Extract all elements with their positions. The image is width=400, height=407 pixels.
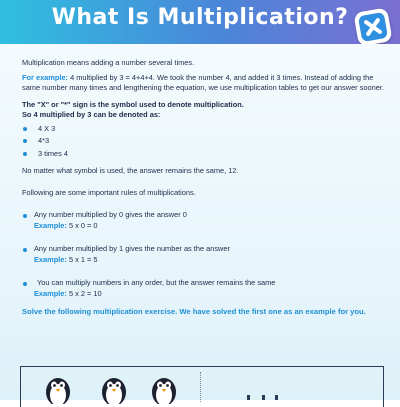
list-item (22, 136, 387, 147)
list-item (22, 149, 387, 160)
rule-example (34, 221, 387, 232)
answer-blanks (245, 394, 285, 400)
rule-text: Any number multiplied by 0 gives the answer 0 (34, 210, 187, 219)
notation-text: 4 X 3 (38, 123, 56, 133)
rules-intro: Following are some important rules of multiplications. (22, 187, 196, 197)
bullet-dot (23, 214, 27, 218)
rule-example-label: Example: (34, 288, 67, 298)
rule-item (22, 278, 387, 299)
symbol-line-1: The "X" or "*" sign is the symbol used to denote multiplication. (22, 99, 244, 109)
example-text: 4 multiplied by 3 = 4+4+4. We took the number 4, and added it 3 times. Instead of adding the same number many times and lengthening the equation, we use multiplication tables to get our answer sooner. (22, 72, 384, 92)
rule-example-label: Example: (34, 254, 67, 264)
exercise-divider (200, 372, 201, 402)
rule-example-label: Example: (34, 220, 67, 230)
exercise-frame (20, 366, 384, 407)
page-title: What Is Multiplication? (51, 5, 349, 30)
notation-text: 3 times 4 (38, 148, 68, 158)
bullet-dot (23, 139, 27, 143)
rule-example (34, 255, 387, 266)
rule-example-value: 5 x 0 = 0 (68, 220, 98, 230)
lesson-content (22, 58, 387, 318)
notation-list (22, 124, 387, 160)
example-paragraph (22, 73, 387, 94)
notation-text: 4*3 (38, 136, 50, 145)
header-banner (0, 0, 400, 44)
bullet-dot (23, 127, 27, 131)
rule-example (34, 289, 387, 300)
rule-example-value: 5 x 2 = 10 (68, 288, 102, 298)
bullet-dot (23, 248, 27, 252)
example-label: For example: (22, 72, 69, 82)
rule-item (22, 244, 387, 265)
same-answer-text: No matter what symbol is used, the answer remains the same, 12. (22, 166, 239, 175)
rule-example-value: 5 x 1 = 5 (68, 254, 98, 264)
symbol-line-2: So 4 multiplied by 3 can be denoted as: (22, 110, 161, 119)
rule-text: You can multiply numbers in any order, but the answer remains the same (37, 278, 276, 287)
multiplication-x-icon (353, 7, 392, 46)
bullet-dot (23, 282, 27, 286)
bullet-dot (23, 152, 27, 156)
rule-item (22, 210, 387, 231)
list-item (22, 124, 387, 135)
intro-text: Multiplication means adding a number several times. (22, 58, 195, 67)
rule-text: Any number multiplied by 1 gives the number as the answer (34, 244, 230, 253)
exercise-instructions: Solve the following multiplication exercise. We have solved the first one as an example for you. (22, 307, 366, 316)
